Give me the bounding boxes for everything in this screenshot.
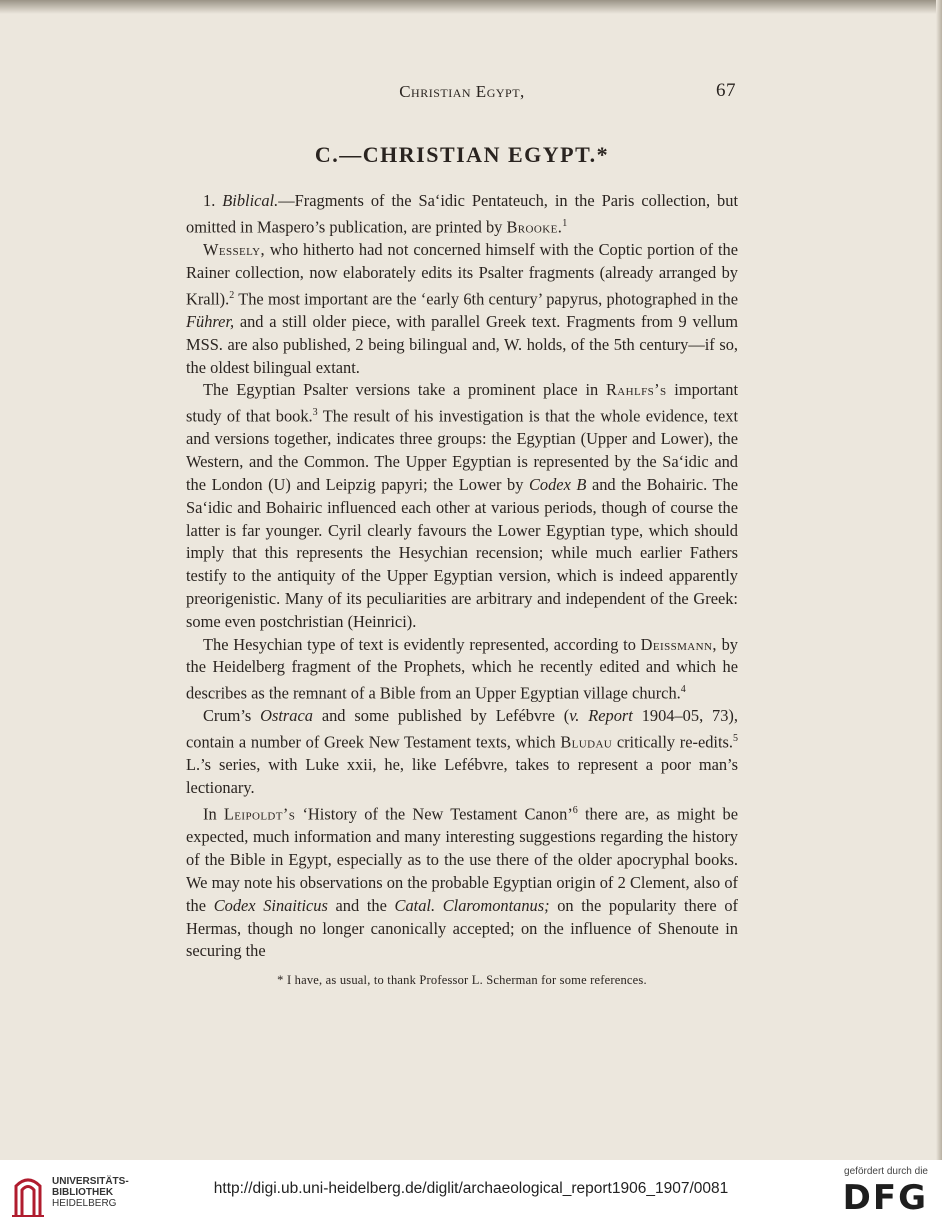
italic-text: Führer, [186,311,235,331]
paragraph [186,239,738,379]
author-name: Bludau [560,732,613,752]
text-run: L.’s series, with Luke xxii, he, like Lefébvre, takes to represent a poor man’s lectionary. [186,755,738,798]
author-name: Wessely, [203,240,266,260]
author-name: Leipoldt’s [223,804,296,824]
text-run: critically re-edits. [612,732,733,752]
italic-text: Ostraca [260,706,313,726]
paragraph [186,379,738,633]
italic-text: v. Report [569,706,633,726]
text-run: In [203,804,224,824]
library-name-line2: BIBLIOTHEK [52,1187,114,1198]
page-number: 67 [716,80,736,101]
text-run: important study of that book. [186,380,738,426]
author-name: Deissmann, [640,634,717,654]
text-run: 1904–05, 73), contain a number of Greek New Testament texts, which [186,706,738,752]
text-run: who hitherto had not concerned himself with the Coptic portion of the Rainer collection, now elaborately edits its Psalter fragments (already arranged by Krall). [186,240,738,309]
library-name-line1: UNIVERSITÄTS- [52,1176,129,1187]
author-name: Rahlfs’s [605,380,667,400]
paragraph [186,190,738,239]
footnote: * I have, as usual, to thank Professor L. Scherman for some references. [277,973,647,988]
paragraph [186,634,738,706]
footnote-marker: 4 [680,684,686,696]
text-run: The Egyptian Psalter versions take a prominent place in [203,380,606,400]
text-run: and a still older piece, with parallel Greek text. Fragments from 9 vellum MSS. are also published, 2 being bilingual and, W. holds, of the 5th century—if so, the oldest bilingual extant. [186,311,738,377]
running-head-title: Christian Egypt, [399,82,525,101]
text-run: and the [327,895,395,915]
text-run: —Fragments of the Sa‘idic Pentateuch, in the Paris collection, but omitted in Maspero’s publication, are printed by [186,191,738,237]
running-head [186,78,738,108]
italic-text: Codex Sinaiticus [213,895,328,915]
dfg-wordmark: DFG [842,1178,928,1218]
footnote-marker: 6 [572,805,578,817]
footer-bar [0,1160,942,1227]
body-text [186,190,738,963]
funder-tagline: gefördert durch die [844,1166,928,1177]
text-run: by the Heidelberg fragment of the Prophets, which he recently edited and which he describes as the remnant of a Bible from an Upper Egyptian village church. [186,634,738,703]
text-run: The most important are the ‘early 6th century’ papyrus, photographed in the [234,289,738,309]
text-run: The result of his investigation is that the whole evidence, text and versions together, indicates three groups: the Egyptian (Upper and Lower), the Western, and the Common. The Upper Egyptian is represented by the Sa‘idic and the London (U) and Leipzig papyri; the Lower by [186,406,739,494]
italic-text: Codex B [528,474,587,494]
paragraph [186,800,738,963]
text-run: there are, as might be expected, much information and many interesting suggestions regarding the history of the Bible in Egypt, especially as to the use there of the older apocryphal books. We may note his observations on the probable Egyptian origin of 2 Clement, also of the [186,804,738,915]
text-run: Crum’s [203,706,261,726]
page-content [186,78,738,988]
source-url-link[interactable]: http://digi.ub.uni-heidelberg.de/diglit/archaeological_report1906_1907/0081 [213,1180,729,1197]
text-run: ‘History of the New Testament Canon’ [295,804,573,824]
footnote-marker: 2 [229,289,235,301]
footnote-marker: 1 [562,217,568,229]
text-run: The Hesychian type of text is evidently represented, according to [203,634,641,654]
paragraph [186,705,738,800]
footnote-marker: 3 [312,407,318,419]
text-run: and the Bohairic. The Sa‘idic and Bohairic influenced each other at various periods, though of course the latter is far younger. Cyril clearly favours the Lower Egyptian type, which should imply that this represents the Hesychian recension; while much earlier Fathers testify to the antiquity of the Upper Egyptian version, which is indeed apparently preorigenistic. Many of its peculiarities are arbitrary and independent of the Greek: some even postchristian (Heinrici). [186,474,738,631]
author-name: Brooke. [506,217,563,237]
library-name-line3: HEIDELBERG [52,1198,117,1209]
text-run: 1. [203,191,223,210]
text-run: on the popularity there of Hermas, though no longer canonically accepted; on the influence of Shenoute in securing the [186,895,739,961]
text-run: and some published by Lefébvre ( [312,706,570,726]
italic-text: Catal. Claromontanus; [394,895,550,915]
section-heading: C.—CHRISTIAN EGYPT.* [314,142,610,167]
footnote-marker: 5 [733,733,738,745]
italic-text: Biblical. [222,191,279,210]
dfg-logo[interactable] [830,1166,928,1222]
